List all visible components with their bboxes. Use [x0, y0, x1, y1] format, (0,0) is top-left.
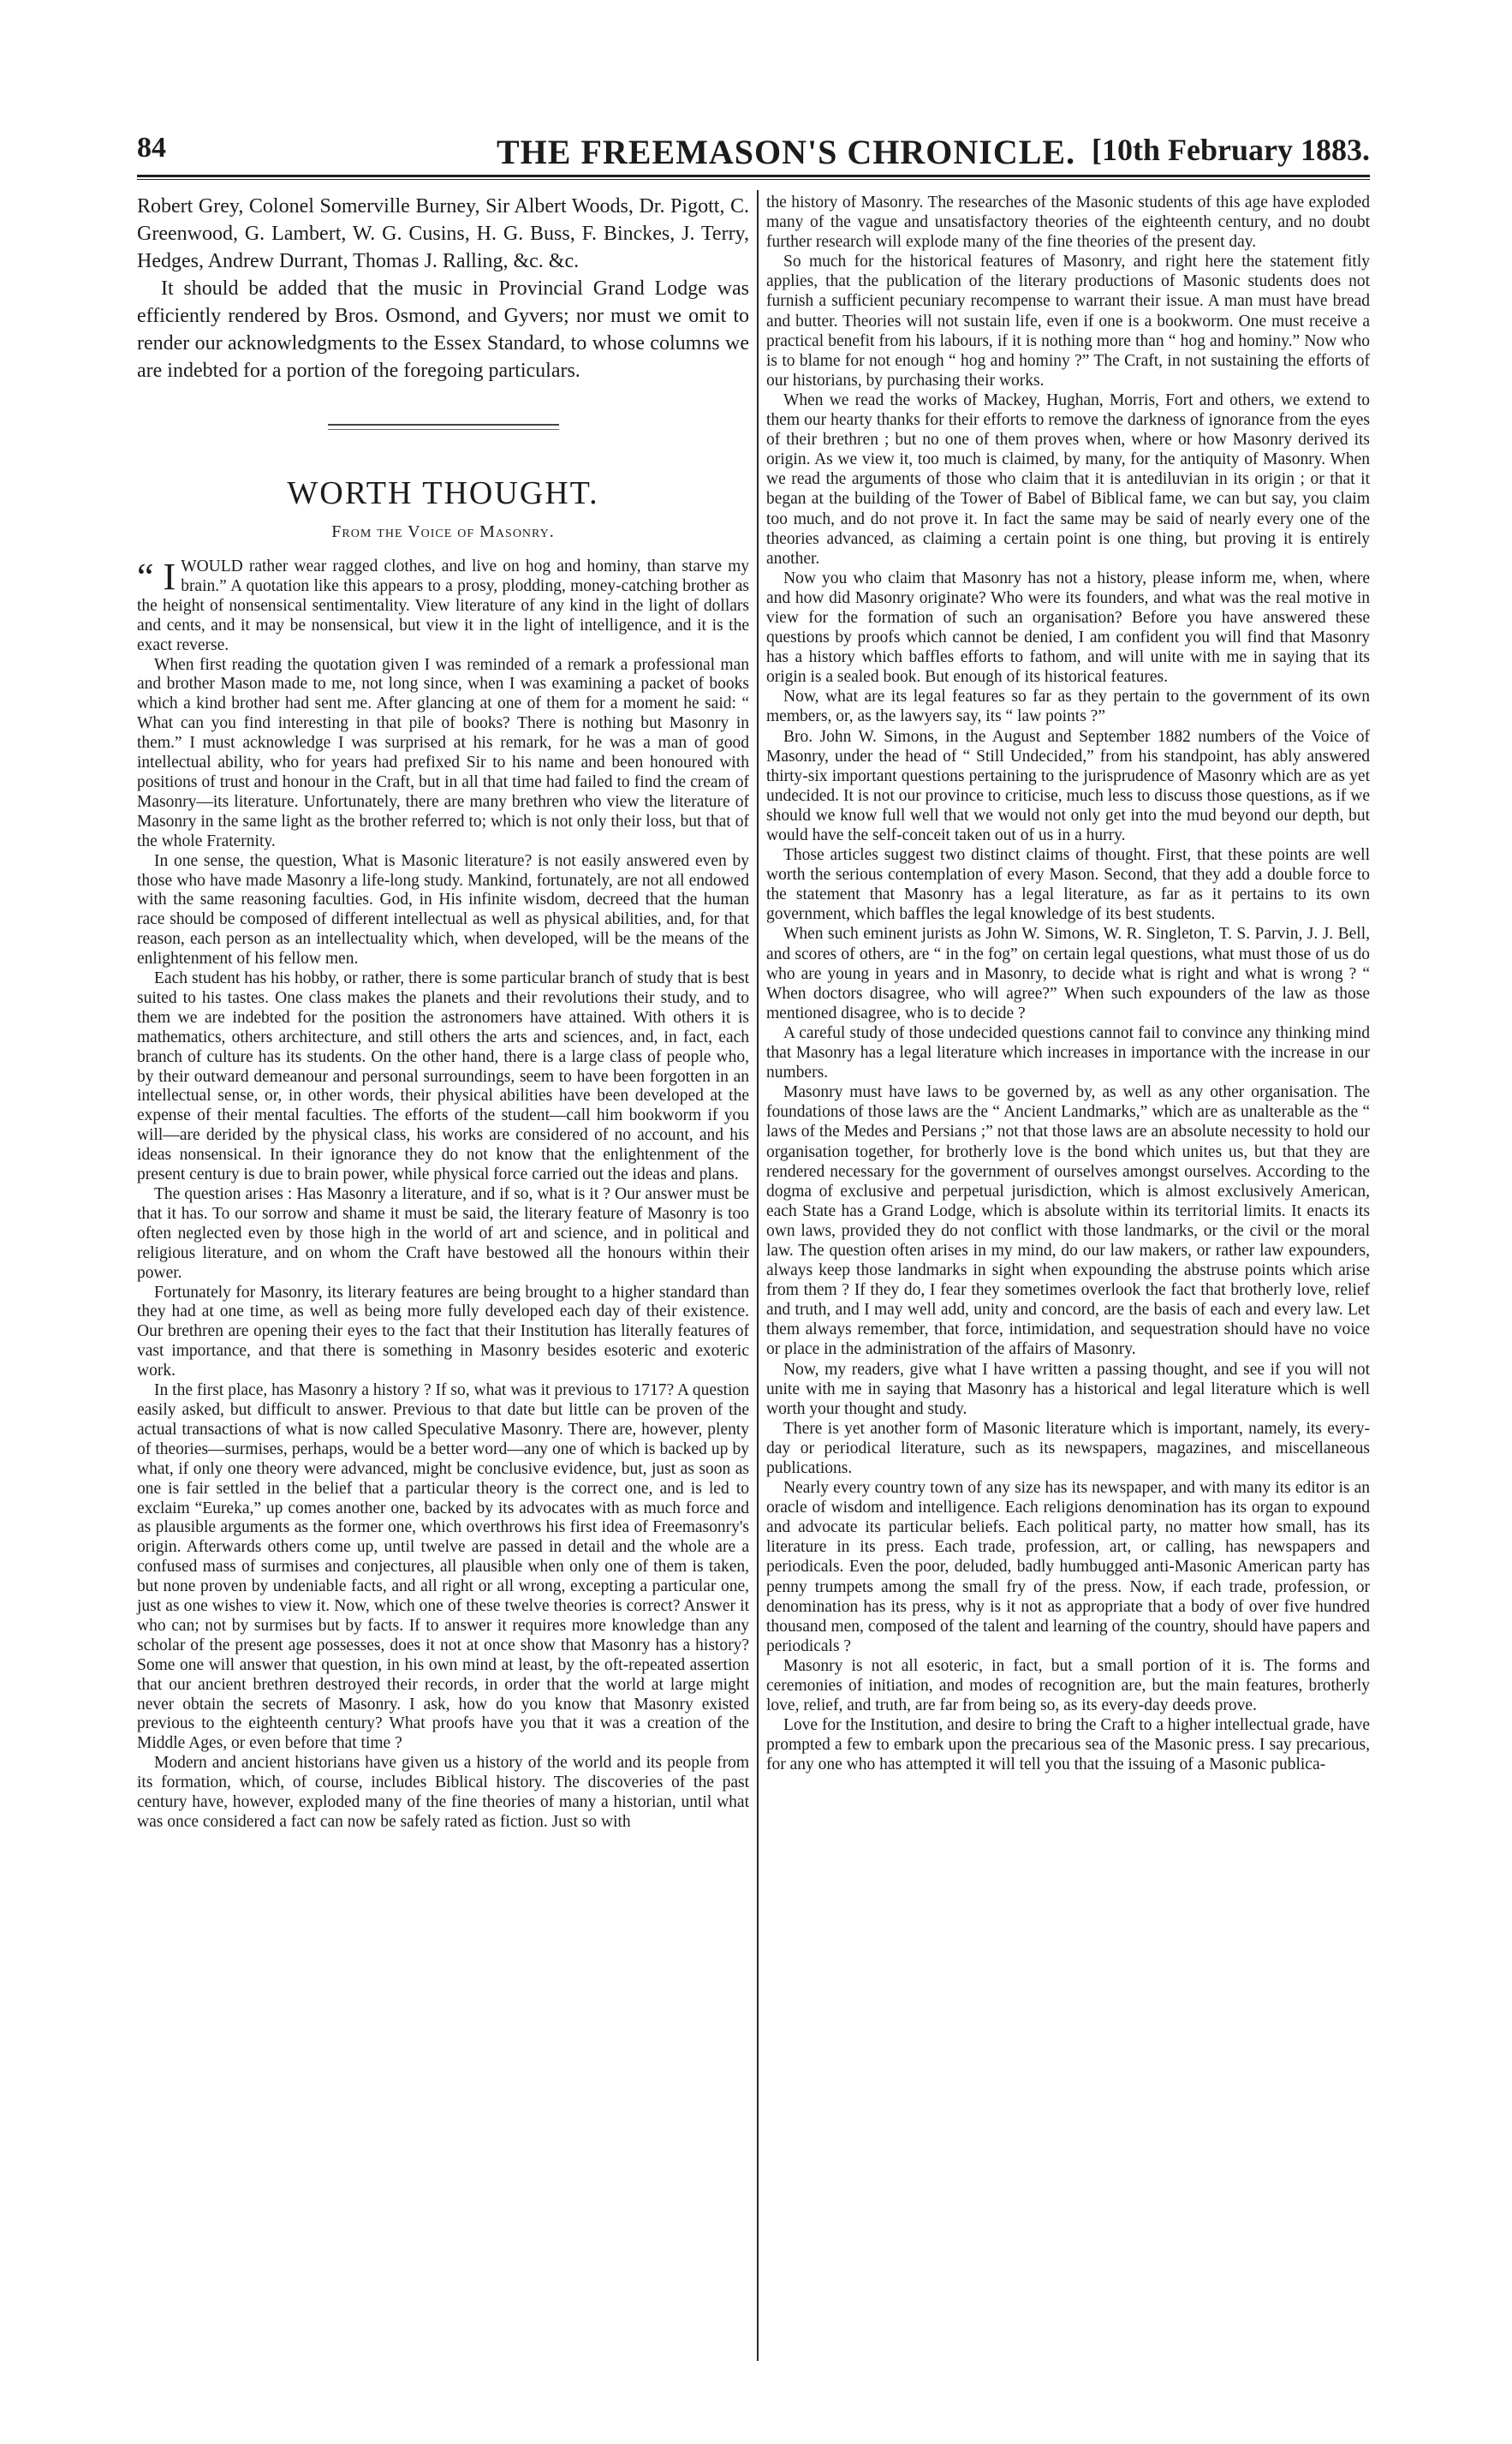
article-first-paragraph [137, 557, 749, 656]
article-paragraph: Nearly every country town of any size has its newspaper, and with many its editor is an oracle of wisdom and intelligence. Each religions denomination has its organ to expound and advocate its particular beliefs. Each political party, no matter how small, has its literature in its press. Each trade, profession, art, or calling, has newspapers and periodicals. Even the poor, deluded, badly humbugged anti-Masonic American party has penny trumpets among the small fry of the press. Now, if each trade, profession, or denomination has its press, why is it not as appropriate that a body of over five hundred thousand men, composed of the talent and learning of the country, should have papers and periodicals ? [766, 1479, 1370, 1655]
section-separator-thin [328, 429, 559, 430]
column-divider [757, 190, 759, 2361]
first-paragraph-text: WOULD rather wear ragged clothes, and live on hog and hominy, than starve my brain.” A quotation like this appears to a prosy, plodding, money-catching brother as the height of nonsensical sentimentality. View literature of any kind in the light of dollars and cents, and it may be nonsensical, but view it in the light of intelligence, and it is the exact reverse. [137, 557, 749, 654]
article-paragraph: When first reading the quotation given I was reminded of a remark a professional man and brother Mason made to me, not long since, when I was examining a packet of books which a kind brother had sent me. After glancing at one of them for a moment he said: “ What can you find interesting in that pile of books? There is nothing but Masonry in them.” I must acknowledge I was surprised at his remark, for he was a man of good intellectual ability, who for years had prefixed Sir to his name and been honoured with positions of trust and honour in the Craft, but in all that time had failed to find the cream of Masonry—its literature. Unfortunately, there are many brethren who view the literature of Masonry in the same light as the brother referred to; which is not only their loss, but that of the whole Fraternity. [137, 655, 749, 850]
article-body [137, 557, 749, 1833]
article-paragraph: Now, my readers, give what I have written a passing thought, and see if you will not unite with me in saying that Masonry has a historical and legal literature which is well worth your thought and study. [766, 1360, 1370, 1418]
article-paragraph: So much for the historical features of Masonry, and right here the statement fitly applies, that the publication of the literary productions of Masonic students does not furnish a sufficient pecuniary recompense to warrant their issue. A man must have bread and butter. Theories will not sustain life, even if one is a bookworm. One must receive a practical benefit from his labours, if it is nothing more than “ hog and hominy.” Now who is to blame for not enough “ hog and hominy ?” The Craft, in not sustaining the efforts of our historians, by purchasing their works. [766, 253, 1370, 390]
article-paragraph: Each student has his hobby, or rather, there is some particular branch of study that is best suited to his tastes. One class makes the planets and their revolutions their study, and to them we are indebted for the position the astronomers have attained. With others it is mathematics, others architecture, and still others the arts and sciences, and, in fact, each branch of culture has its students. On the other hand, there is a large class of people who, by their outward demeanour and personal surroundings, seem to have been forgotten in an intellectual sense, or, in other words, their physical abilities have been developed at the expense of their mental faculties. The efforts of the student—call him bookworm if you will—are derided by the physical class, his works are considered of no account, and his ideas nonsensical. In their ignorance they do not know that the enlightenment of the present century is due to brain power, while physical force carried out the ideas and plans. [137, 969, 749, 1184]
drop-cap: “ I [137, 556, 176, 598]
article-paragraph: Masonry must have laws to be governed by, as well as any other organisation. The foundations of those laws are the “ Ancient Landmarks,” which are as unalterable as the “ laws of the Medes and Persians ;” not that those laws are an absolute necessity to hold our organisation together, for brotherly love is the bond which unites us, but that they are rendered necessary for the government of ourselves amongst ourselves. According to the dogma of exclusive and perpetual jurisdiction, which is almost exclusively American, each State has a Grand Lodge, which is absolute within its territorial limits. It enacts its own laws, provided they do not conflict with those landmarks, or the civil or the moral law. The question often arises in my mind, do our law makers, or rather law expounders, always keep those landmarks in sight when expounding the abstruse points which arise from them ? If they do, I fear they sometimes overlook the fact that brotherly love, relief and truth, and I may well add, unity and concord, are the basis of each and every law. Let them always remember, that force, intimidation, and sequestration should have no voice or place in the administration of the affairs of Masonry. [766, 1083, 1370, 1359]
article-paragraph: There is yet another form of Masonic literature which is important, namely, its every-day or periodical literature, such as its newspapers, magazines, and miscellaneous publications. [766, 1419, 1370, 1477]
article-subtitle: From the Voice of Masonry. [331, 522, 555, 541]
article-paragraph: In one sense, the question, What is Masonic literature? is not easily answered even by those who have made Masonry a life-long study. Mankind, fortunately, are not all endowed with the same reasoning faculties. God, in His infinite wisdom, decreed that the human race should be composed of different intellectual as well as physical abilities, and, for that reason, each person as an intellectuality which, when developed, will be the means of the enlightenment of his fellow men. [137, 851, 749, 969]
article-paragraph: Now you who claim that Masonry has not a history, please inform me, when, where and how did Masonry originate? Who were its founders, and what was the real motive in view for the formation of such an organisation? Before you have answered these questions by proofs which cannot be denied, I am confident you will find that Masonry has a history which baffles efforts to fathom, and will unite with me in saying that its origin is a sealed book. But enough of its historical features. [766, 569, 1370, 687]
article-paragraph: Those articles suggest two distinct claims of thought. First, that these points are well worth the serious contemplation of every Mason. Second, that they add a double force to the statement that Masonry has a legal literature, as far as it pertains to its own government, which baffles the legal knowledge of its best students. [766, 846, 1370, 924]
article-paragraph: The question arises : Has Masonry a literature, and if so, what is it ? Our answer must be that it has. To our sorrow and shame it must be said, the literary feature of Masonry is too often neglected even by those high in the world of art and science, and in political and religious literature, and on whom the Craft have bestowed all the honours within their power. [137, 1185, 749, 1282]
article-paragraph: In the first place, has Masonry a history ? If so, what was it previous to 1717? A question easily asked, but difficult to answer. Previous to that date but little can be proven of the actual transactions of what is now called Speculative Masonry. There are, however, plenty of theories—surmises, perhaps, would be a better word—any one of which is backed up by what, if only one theory were advanced, might be conclusive evidence, but, just as soon as one is fair settled in the belief that a particular theory is the correct one, and is led to exclaim “Eureka,” up comes another one, backed by its advocates with as much force and as plausible arguments as the former one, which overthrows his first idea of Freemasonry's origin. Afterwards others come up, until twelve are passed in detail and the whole are a confused mass of surmises and conjectures, all plausible when only one of them is taken, but none proven by undeniable facts, and all right or all wrong, excepting a particular one, just as one wishes to view it. Now, which one of these twelve theories is correct? Answer it who can; not by surmises but by facts. If to answer it requires more knowledge than any scholar of the present age possesses, does it not at once show that Masonry has a history? Some one will answer that question, in his own mind at least, by the oft-repeated assertion that our ancient brethren destroyed their records, in order that the world at large might never obtain the secrets of Masonry. I ask, how do you know that Masonry existed previous to the eighteenth century? What proofs have you that it was a creation of the Middle Ages, or even before that time ? [137, 1381, 749, 1753]
lead-paragraph-acknowledgement: It should be added that the music in Provincial Grand Lodge was efficiently rendered by Bros. Osmond, and Gyvers; nor must we omit to render our acknowledgments to the Essex Standard, to whose columns we are indebted for a portion of the foregoing particulars. [137, 277, 749, 382]
article-title: WORTH THOUGHT. [287, 475, 599, 511]
article-paragraph: A careful study of those undecided questions cannot fail to convince any thinking mind that Masonry has a legal literature which increases in importance with the increase in our numbers. [766, 1023, 1370, 1082]
section-separator [328, 424, 559, 426]
article-paragraph: the history of Masonry. The researches of the Masonic students of this age have exploded many of the vague and unsatisfactory theories of the eighteenth century, and no doubt further research will explode many of the fine theories of the present day. [766, 194, 1370, 252]
lead-paragraph-names: Robert Grey, Colonel Somerville Burney, Sir Albert Woods, Dr. Pigott, C. Greenwood, G. Lambert, W. G. Cusins, H. G. Buss, F. Binckes, J. Terry, Hedges, Andrew Durrant, Thomas J. Ralling, &c. &c. [137, 195, 749, 272]
article-paragraph: Now, what are its legal features so far as they pertain to the government of its own members, or, as the lawyers say, its “ law points ?” [766, 688, 1370, 726]
article-paragraph: Fortunately for Masonry, its literary features are being brought to a higher standard than they had at one time, as well as being more fully developed each day of their existence. Our brethren are opening their eyes to the fact that their Institution has literally features of vast importance, and that there is something in Masonry besides esoteric and exoteric work. [137, 1283, 749, 1380]
page-number: 84 [137, 132, 166, 164]
article-paragraph: When such eminent jurists as John W. Simons, W. R. Singleton, T. S. Parvin, J. J. Bell, and scores of others, are “ in the fog” on certain legal questions, what must those of us do who are young in years and in Masonry, to decide what is right and what is wrong ? “ When doctors disagree, who will agree?” When such expounders of the law as those mentioned disagree, who is to decide ? [766, 925, 1370, 1022]
article-paragraph: Modern and ancient historians have given us a history of the world and its people from its formation, which, of course, includes Biblical history. The discoveries of the past century have, however, exploded many of the fine theories of many a historian, until what was once considered a fact can now be safely rated as fiction. Just so with [137, 1754, 749, 1831]
article-paragraph: Masonry is not all esoteric, in fact, but a small portion of it is. The forms and ceremonies of initiation, and modes of recognition are, but the main features, brotherly love, relief, and truth, are far from being so, as its every-day deeds prove. [766, 1656, 1370, 1715]
right-column [766, 193, 1370, 1775]
issue-date: [10th February 1883. [1092, 133, 1370, 167]
article-paragraph: Love for the Institution, and desire to bring the Craft to a higher intellectual grade, have prompted a few to embark upon the precarious sea of the Masonic press. I say precarious, for any one who has attempted it will tell you that the issuing of a Masonic publica- [766, 1716, 1370, 1774]
masthead-title: THE FREEMASON'S CHRONICLE. [497, 133, 1076, 171]
article-paragraph: Bro. John W. Simons, in the August and September 1882 numbers of the Voice of Masonry, under the head of “ Still Undecided,” from his standpoint, has ably answered thirty-six important questions pertaining to the jurisprudence of Masonry which are as yet undecided. It is not our province to criticise, much less to discuss those questions, as if we should we know full well that we would not only get into the mud beyond our depth, but would have the self-conceit taken out of us in a hurry. [766, 727, 1370, 844]
page-header [137, 128, 1370, 182]
header-rule [137, 175, 1370, 180]
article-paragraph: When we read the works of Mackey, Hughan, Morris, Fort and others, we extend to them our hearty thanks for their efforts to remove the darkness of ignorance from the eyes of their brethren ; but no one of them proves when, where or how Masonry derived its origin. As we view it, too much is claimed, by many, for the antiquity of Masonry. When we read the arguments of those who claim that it is antediluvian in its origin ; or that it began at the building of the Tower of Babel of Biblical fame, we can but say, you claim too much, and do not prove it. In fact the same may be said of nearly every one of the theories advanced, as claiming a certain point is one thing, but proving it is entirely another. [766, 390, 1370, 568]
left-column [137, 193, 749, 1833]
